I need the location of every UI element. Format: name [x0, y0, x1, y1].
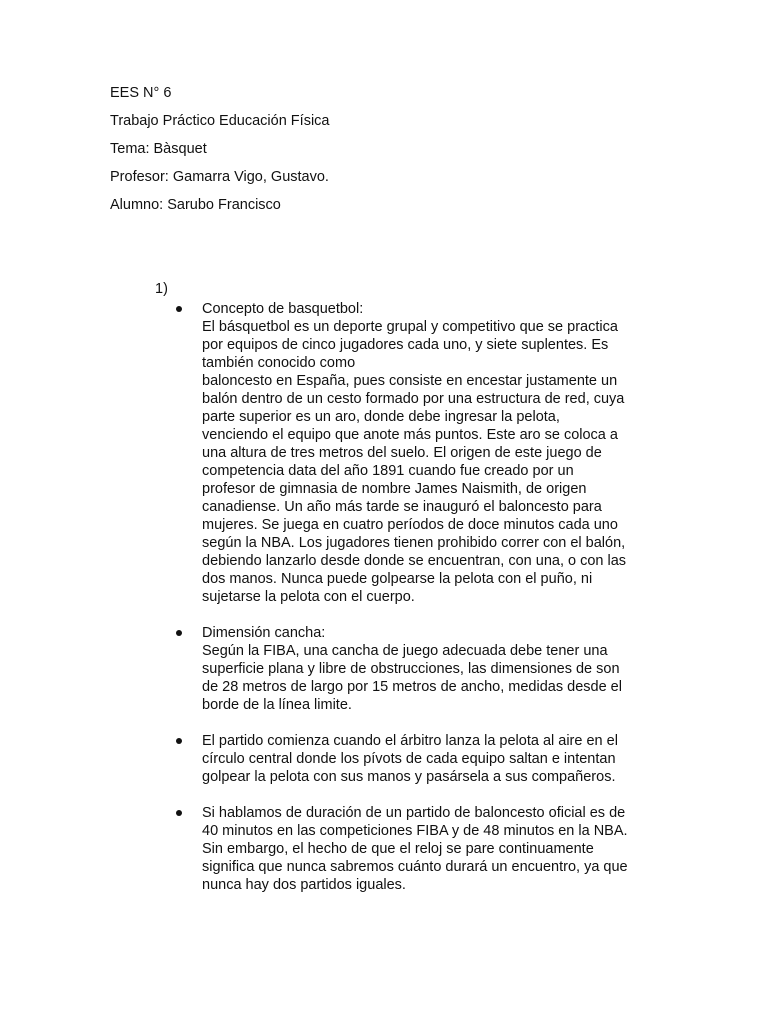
text-line: golpear la pelota con sus manos y pasársela a sus compañeros.: [202, 769, 616, 785]
bullet-text: [202, 300, 662, 606]
teacher-line: Profesor: Gamarra Vigo, Gustavo.: [110, 169, 329, 185]
text-line: balón dentro de un cesto formado por una estructura de red, cuya: [202, 391, 625, 407]
text-line: 40 minutos en las competiciones FIBA y de 48 minutos en la NBA.: [202, 823, 628, 839]
student-line: Alumno: Sarubo Francisco: [110, 197, 281, 213]
text-line: Dimensión cancha:: [202, 625, 326, 641]
text-line: nunca hay dos partidos iguales.: [202, 877, 406, 893]
text-line: según la NBA. Los jugadores tienen prohibido correr con el balón,: [202, 535, 626, 551]
text-line: de 28 metros de largo por 15 metros de ancho, medidas desde el: [202, 679, 622, 695]
text-line: sujetarse la pelota con el cuerpo.: [202, 589, 415, 605]
text-line: baloncesto en España, pues consiste en encestar justamente un: [202, 373, 618, 389]
text-line: mujeres. Se juega en cuatro períodos de doce minutos cada uno: [202, 517, 618, 533]
text-line: El partido comienza cuando el árbitro lanza la pelota al aire en el: [202, 733, 618, 749]
bullet-text: [202, 624, 662, 714]
text-line: parte superior es un aro, donde debe ingresar la pelota,: [202, 409, 560, 425]
text-line: también conocido como: [202, 355, 356, 371]
topic-line: Tema: Bàsquet: [110, 141, 207, 157]
bullet-dot-icon: [176, 738, 182, 744]
document-header: [110, 84, 710, 224]
text-line: dos manos. Nunca puede golpearse la pelota con el puño, ni: [202, 571, 593, 587]
text-line: competencia data del año 1891 cuando fue creado por un: [202, 463, 574, 479]
text-line: debiendo lanzarlo desde donde se encuentran, con una, o con las: [202, 553, 627, 569]
text-line: profesor de gimnasia de nombre James Naismith, de origen: [202, 481, 587, 497]
bullet-item: [0, 804, 768, 894]
text-line: Si hablamos de duración de un partido de baloncesto oficial es de: [202, 805, 626, 821]
text-line: borde de la línea limite.: [202, 697, 352, 713]
text-line: significa que nunca sabremos cuánto durará un encuentro, ya que: [202, 859, 628, 875]
bullet-text: [202, 804, 662, 894]
bullet-item: [0, 624, 768, 714]
bullet-text: [202, 732, 662, 786]
text-line: Según la FIBA, una cancha de juego adecuada debe tener una: [202, 643, 608, 659]
list-number: 1): [155, 281, 168, 297]
bullet-list: [0, 300, 768, 912]
text-line: venciendo el equipo que anote más puntos. Este aro se coloca a: [202, 427, 618, 443]
text-line: Sin embargo, el hecho de que el reloj se pare continuamente: [202, 841, 594, 857]
text-line: Concepto de basquetbol:: [202, 301, 364, 317]
text-line: por equipos de cinco jugadores cada uno, y siete suplentes. Es: [202, 337, 609, 353]
text-line: El básquetbol es un deporte grupal y competitivo que se practica: [202, 319, 618, 335]
text-line: círculo central donde los pívots de cada equipo saltan e intentan: [202, 751, 616, 767]
bullet-item: [0, 300, 768, 606]
text-line: canadiense. Un año más tarde se inauguró el baloncesto para: [202, 499, 602, 515]
bullet-item: [0, 732, 768, 786]
text-line: superficie plana y libre de obstrucciones, las dimensiones de son: [202, 661, 620, 677]
bullet-dot-icon: [176, 810, 182, 816]
text-line: una altura de tres metros del suelo. El origen de este juego de: [202, 445, 602, 461]
school-name: EES N° 6: [110, 85, 172, 101]
bullet-dot-icon: [176, 306, 182, 312]
assignment-title: Trabajo Práctico Educación Física: [110, 113, 330, 129]
bullet-dot-icon: [176, 630, 182, 636]
